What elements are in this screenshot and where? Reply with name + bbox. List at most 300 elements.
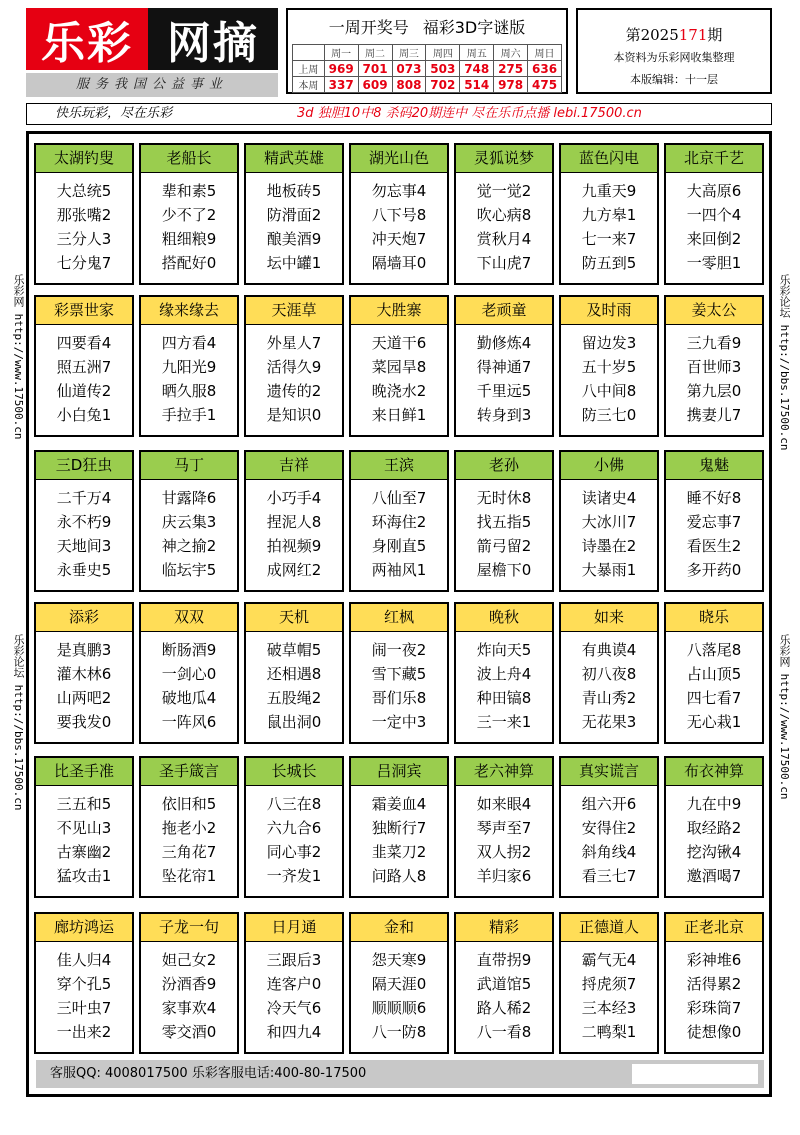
cell-author-title: 蓝色闪电 <box>561 145 657 173</box>
cell-author-title: 正德道人 <box>561 914 657 942</box>
riddle-line: 那张嘴2 <box>56 206 112 224</box>
riddle-line: 霸气无4 <box>581 951 637 969</box>
riddle-line: 转身到3 <box>476 406 532 424</box>
riddle-line: 佳人归4 <box>56 951 112 969</box>
riddle-cell <box>34 602 134 744</box>
cell-riddle-lines <box>666 632 762 734</box>
riddle-line: 有典谟4 <box>581 641 637 659</box>
riddle-line: 来日鲜1 <box>371 406 427 424</box>
cell-author-title: 圣手箴言 <box>141 758 237 786</box>
riddle-line: 彩珠筒7 <box>686 999 742 1017</box>
cell-author-title: 晚秋 <box>456 604 552 632</box>
cell-riddle-lines <box>561 325 657 427</box>
cell-riddle-lines <box>561 942 657 1044</box>
riddle-line: 徒想像0 <box>686 1023 742 1041</box>
riddle-line: 天地间3 <box>56 537 112 555</box>
banner-promo-link[interactable]: 3d 独胆10中8 杀码20期连中 尽在乐币点播 lebi.17500.cn <box>297 106 642 121</box>
riddle-line: 三一来1 <box>476 713 532 731</box>
riddle-line: 小巧手4 <box>266 489 322 507</box>
cell-riddle-lines <box>666 173 762 275</box>
logo-red-part: 乐彩 <box>26 8 148 70</box>
riddle-line: 屋檐下0 <box>476 561 532 579</box>
weekly-draw-subtitle: 福彩3D字谜版 <box>422 17 526 37</box>
riddle-line: 不见山3 <box>56 819 112 837</box>
day-header: 周一 <box>324 45 358 61</box>
day-header: 周二 <box>358 45 392 61</box>
riddle-line: 拖老小2 <box>161 819 217 837</box>
row-label: 上周 <box>293 61 325 77</box>
cell-author-title: 如来 <box>561 604 657 632</box>
riddle-cell <box>244 295 344 437</box>
riddle-line: 斜角线4 <box>581 843 637 861</box>
riddle-cell <box>34 912 134 1054</box>
cell-author-title: 湖光山色 <box>351 145 447 173</box>
riddle-line: 捋虎须7 <box>581 975 637 993</box>
riddle-line: 防五到5 <box>581 254 637 272</box>
riddle-line: 八三在8 <box>266 795 322 813</box>
riddle-line: 一出来2 <box>56 1023 112 1041</box>
riddle-line: 天道干6 <box>371 334 427 352</box>
riddle-line: 五十岁5 <box>581 358 637 376</box>
cell-riddle-lines <box>351 786 447 888</box>
riddle-line: 三跟后3 <box>266 951 322 969</box>
riddle-line: 古寨幽2 <box>56 843 112 861</box>
riddle-line: 第九层0 <box>686 382 742 400</box>
riddle-line: 彩神堆6 <box>686 951 742 969</box>
weekly-draw-table <box>292 44 562 93</box>
day-header: 周六 <box>494 45 528 61</box>
riddle-line: 汾酒香9 <box>161 975 217 993</box>
riddle-line: 吹心病8 <box>476 206 532 224</box>
riddle-line: 断肠酒9 <box>161 641 217 659</box>
draw-number: 514 <box>460 77 494 93</box>
riddle-line: 和四九4 <box>266 1023 322 1041</box>
customer-service-info: 客服QQ: 4008017500 乐彩客服电话:400-80-17500 <box>50 1066 367 1081</box>
riddle-cell <box>559 143 659 285</box>
riddle-cell <box>454 602 554 744</box>
riddle-line: 冷天气6 <box>266 999 322 1017</box>
riddle-line: 拍视频9 <box>266 537 322 555</box>
riddle-line: 九方皋1 <box>581 206 637 224</box>
draw-number: 978 <box>494 77 528 93</box>
issue-prefix: 第2025 <box>625 26 679 44</box>
riddle-line: 两袖风1 <box>371 561 427 579</box>
riddle-line: 依旧和5 <box>161 795 217 813</box>
cell-author-title: 灵狐说梦 <box>456 145 552 173</box>
weekly-draw-panel <box>286 8 568 94</box>
riddle-line: 七一来7 <box>581 230 637 248</box>
cell-riddle-lines <box>456 173 552 275</box>
riddle-cell <box>139 756 239 898</box>
riddle-line: 看医生2 <box>686 537 742 555</box>
cell-riddle-lines <box>36 325 132 427</box>
cell-riddle-lines <box>36 786 132 888</box>
side-link-right-bottom[interactable]: 乐彩网 http://www.17500.cn <box>778 634 791 800</box>
riddle-line: 八一防8 <box>371 1023 427 1041</box>
riddle-line: 遗传的2 <box>266 382 322 400</box>
riddle-line: 炸向天5 <box>476 641 532 659</box>
riddle-line: 邀酒喝7 <box>686 867 742 885</box>
banner-slogan: 快乐玩彩，尽在乐彩 <box>55 106 173 121</box>
draw-number: 748 <box>460 61 494 77</box>
riddle-line: 安得住2 <box>581 819 637 837</box>
cell-riddle-lines <box>351 325 447 427</box>
riddle-cell <box>349 602 449 744</box>
site-logo <box>26 8 278 70</box>
cell-riddle-lines <box>36 173 132 275</box>
day-header: 周四 <box>426 45 460 61</box>
draw-number: 702 <box>426 77 460 93</box>
riddle-line: 组六开6 <box>581 795 637 813</box>
riddle-line: 庆云集3 <box>161 513 217 531</box>
riddle-cell <box>664 295 764 437</box>
cell-riddle-lines <box>141 786 237 888</box>
cell-author-title: 日月通 <box>246 914 342 942</box>
riddle-cell <box>139 295 239 437</box>
riddle-line: 哥们乐8 <box>371 689 427 707</box>
riddle-line: 顺顺顺6 <box>371 999 427 1017</box>
cell-riddle-lines <box>561 786 657 888</box>
riddle-line: 武道馆5 <box>476 975 532 993</box>
cell-riddle-lines <box>36 632 132 734</box>
riddle-cell <box>559 602 659 744</box>
cell-author-title: 老孙 <box>456 452 552 480</box>
issue-note: 本资料为乐彩网收集整理 <box>613 51 735 64</box>
riddle-cell <box>559 450 659 592</box>
riddle-line: 二鸭梨1 <box>581 1023 637 1041</box>
riddle-line: 一定中3 <box>371 713 427 731</box>
riddle-line: 猛攻击1 <box>56 867 112 885</box>
cell-riddle-lines <box>561 480 657 582</box>
riddle-line: 防滑面2 <box>266 206 322 224</box>
cell-riddle-lines <box>456 480 552 582</box>
riddle-line: 三角花7 <box>161 843 217 861</box>
cell-author-title: 老六神算 <box>456 758 552 786</box>
cell-author-title: 添彩 <box>36 604 132 632</box>
riddle-line: 活得久9 <box>266 358 322 376</box>
riddle-line: 雪下藏5 <box>371 665 427 683</box>
riddle-line: 勤修炼4 <box>476 334 532 352</box>
riddle-line: 活得累2 <box>686 975 742 993</box>
cell-author-title: 彩票世家 <box>36 297 132 325</box>
riddle-line: 诗墨在2 <box>581 537 637 555</box>
riddle-line: 三叶虫7 <box>56 999 112 1017</box>
riddle-line: 八落尾8 <box>686 641 742 659</box>
riddle-line: 连客户0 <box>266 975 322 993</box>
riddle-line: 八仙至7 <box>371 489 427 507</box>
riddle-line: 粗细粮9 <box>161 230 217 248</box>
draw-number: 275 <box>494 61 528 77</box>
cell-author-title: 马丁 <box>141 452 237 480</box>
cell-author-title: 红枫 <box>351 604 447 632</box>
riddle-line: 环海住2 <box>371 513 427 531</box>
weekly-draw-title: 一周开奖号 <box>328 17 409 37</box>
riddle-line: 还相遇8 <box>266 665 322 683</box>
riddle-line: 辈和素5 <box>161 182 217 200</box>
riddle-line: 青山秀2 <box>581 689 637 707</box>
riddle-line: 琴声至7 <box>476 819 532 837</box>
riddle-line: 五股绳2 <box>266 689 322 707</box>
draw-number: 636 <box>528 61 562 77</box>
cell-author-title: 长城长 <box>246 758 342 786</box>
riddle-line: 无花果3 <box>581 713 637 731</box>
riddle-line: 如来眼4 <box>476 795 532 813</box>
cell-author-title: 大胜寨 <box>351 297 447 325</box>
riddle-line: 种田镐8 <box>476 689 532 707</box>
cell-riddle-lines <box>666 786 762 888</box>
day-header: 周日 <box>528 45 562 61</box>
riddle-line: 零交酒0 <box>161 1023 217 1041</box>
cell-riddle-lines <box>456 632 552 734</box>
riddle-line: 大总统5 <box>56 182 112 200</box>
riddle-line: 取经路2 <box>686 819 742 837</box>
riddle-line: 携妻儿7 <box>686 406 742 424</box>
riddle-cell <box>349 143 449 285</box>
riddle-line: 三分人3 <box>56 230 112 248</box>
riddle-line: 四七看7 <box>686 689 742 707</box>
cell-riddle-lines <box>351 480 447 582</box>
cell-author-title: 姜太公 <box>666 297 762 325</box>
draw-number: 969 <box>324 61 358 77</box>
riddle-line: 是知识0 <box>266 406 322 424</box>
cell-author-title: 双双 <box>141 604 237 632</box>
riddle-line: 神之揄2 <box>161 537 217 555</box>
riddle-cell <box>139 143 239 285</box>
riddle-line: 要我发0 <box>56 713 112 731</box>
riddle-line: 外星人7 <box>266 334 322 352</box>
riddle-line: 捏泥人8 <box>266 513 322 531</box>
riddle-cell <box>664 602 764 744</box>
riddle-line: 身刚直5 <box>371 537 427 555</box>
riddle-line: 小白兔1 <box>56 406 112 424</box>
riddle-line: 地板砖5 <box>266 182 322 200</box>
riddle-line: 九在中9 <box>686 795 742 813</box>
riddle-line: 一剑心0 <box>161 665 217 683</box>
riddle-line: 无心栽1 <box>686 713 742 731</box>
riddle-line: 少不了2 <box>161 206 217 224</box>
riddle-line: 得神通7 <box>476 358 532 376</box>
cell-author-title: 太湖钓叟 <box>36 145 132 173</box>
riddle-line: 破地瓜4 <box>161 689 217 707</box>
cell-author-title: 小佛 <box>561 452 657 480</box>
riddle-line: 直带拐9 <box>476 951 532 969</box>
riddle-cell <box>349 912 449 1054</box>
riddle-cell <box>139 912 239 1054</box>
riddle-cell <box>34 450 134 592</box>
riddle-line: 鼠出洞0 <box>266 713 322 731</box>
riddle-line: 双人拐2 <box>476 843 532 861</box>
riddle-cell <box>559 295 659 437</box>
cell-riddle-lines <box>561 632 657 734</box>
riddle-line: 勿忘事4 <box>371 182 427 200</box>
cell-author-title: 子龙一句 <box>141 914 237 942</box>
riddle-line: 山两吧2 <box>56 689 112 707</box>
draw-number: 609 <box>358 77 392 93</box>
issue-number: 171 <box>678 26 708 44</box>
riddle-line: 挖沟锹4 <box>686 843 742 861</box>
riddle-cell <box>244 143 344 285</box>
riddle-line: 六九合6 <box>266 819 322 837</box>
riddle-cell <box>454 450 554 592</box>
riddle-line: 八下号8 <box>371 206 427 224</box>
riddle-line: 是真鹏3 <box>56 641 112 659</box>
riddle-line: 冲天炮7 <box>371 230 427 248</box>
side-link-right-top[interactable]: 乐彩论坛 http://bbs.17500.cn <box>778 274 791 451</box>
draw-number: 701 <box>358 61 392 77</box>
cell-author-title: 真实谎言 <box>561 758 657 786</box>
cell-author-title: 王滨 <box>351 452 447 480</box>
riddle-line: 同心事2 <box>266 843 322 861</box>
riddle-line: 赏秋月4 <box>476 230 532 248</box>
riddle-line: 仙道传2 <box>56 382 112 400</box>
cell-author-title: 廊坊鸿运 <box>36 914 132 942</box>
cell-riddle-lines <box>141 325 237 427</box>
day-header: 周三 <box>392 45 426 61</box>
riddle-line: 八中间8 <box>581 382 637 400</box>
riddle-line: 觉一觉2 <box>476 182 532 200</box>
riddle-line: 三本经3 <box>581 999 637 1017</box>
riddle-line: 坠花帘1 <box>161 867 217 885</box>
riddle-line: 破草帽5 <box>266 641 322 659</box>
promo-banner <box>26 103 772 125</box>
riddle-line: 大冰川7 <box>581 513 637 531</box>
cell-author-title: 缘来缘去 <box>141 297 237 325</box>
riddle-line: 霜姜血4 <box>371 795 427 813</box>
cell-author-title: 金和 <box>351 914 447 942</box>
riddle-line: 晚浇水2 <box>371 382 427 400</box>
riddle-cell <box>454 756 554 898</box>
cell-riddle-lines <box>351 173 447 275</box>
cell-riddle-lines <box>666 942 762 1044</box>
cell-author-title: 比圣手准 <box>36 758 132 786</box>
cell-riddle-lines <box>141 942 237 1044</box>
cell-author-title: 吕洞宾 <box>351 758 447 786</box>
riddle-line: 下山虎7 <box>476 254 532 272</box>
cell-riddle-lines <box>666 480 762 582</box>
draw-number: 475 <box>528 77 562 93</box>
riddle-line: 晒久服8 <box>161 382 217 400</box>
riddle-line: 留边发3 <box>581 334 637 352</box>
riddle-line: 占山顶5 <box>686 665 742 683</box>
cell-author-title: 吉祥 <box>246 452 342 480</box>
riddle-line: 永垂史5 <box>56 561 112 579</box>
riddle-line: 家事欢4 <box>161 999 217 1017</box>
cell-riddle-lines <box>246 786 342 888</box>
riddle-line: 韭菜刀2 <box>371 843 427 861</box>
cell-riddle-lines <box>456 786 552 888</box>
side-link-left-top[interactable]: 乐彩网 http://www.17500.cn <box>12 274 25 440</box>
riddle-line: 隔墙耳0 <box>371 254 427 272</box>
cell-author-title: 老船长 <box>141 145 237 173</box>
riddle-line: 隔天涯0 <box>371 975 427 993</box>
cell-author-title: 天机 <box>246 604 342 632</box>
riddle-line: 二千万4 <box>56 489 112 507</box>
draw-number: 337 <box>324 77 358 93</box>
riddle-line: 独断行7 <box>371 819 427 837</box>
riddle-line: 搭配好0 <box>161 254 217 272</box>
riddle-line: 妲己女2 <box>161 951 217 969</box>
riddle-cell <box>559 912 659 1054</box>
riddle-line: 临坛宇5 <box>161 561 217 579</box>
cell-author-title: 正老北京 <box>666 914 762 942</box>
riddle-line: 一四个4 <box>686 206 742 224</box>
cell-riddle-lines <box>351 942 447 1044</box>
riddle-line: 穿个孔5 <box>56 975 112 993</box>
riddle-line: 来回倒2 <box>686 230 742 248</box>
cell-riddle-lines <box>141 632 237 734</box>
slogan: 服务我国公益事业 <box>26 73 278 97</box>
riddle-cell <box>454 912 554 1054</box>
riddle-line: 永不朽9 <box>56 513 112 531</box>
riddle-line: 四方看4 <box>161 334 217 352</box>
riddle-line: 初八夜8 <box>581 665 637 683</box>
riddle-cell <box>139 450 239 592</box>
riddle-line: 一阵风6 <box>161 713 217 731</box>
cell-author-title: 北京千艺 <box>666 145 762 173</box>
riddle-line: 看三七7 <box>581 867 637 885</box>
draw-number: 503 <box>426 61 460 77</box>
riddle-cell <box>664 143 764 285</box>
cell-author-title: 及时雨 <box>561 297 657 325</box>
riddle-line: 大高原6 <box>686 182 742 200</box>
riddle-cell <box>34 756 134 898</box>
cell-riddle-lines <box>456 325 552 427</box>
riddle-line: 波上舟4 <box>476 665 532 683</box>
riddle-cell <box>454 295 554 437</box>
riddle-line: 坛中罐1 <box>266 254 322 272</box>
riddle-line: 三九看9 <box>686 334 742 352</box>
cell-riddle-lines <box>246 325 342 427</box>
riddle-line: 防三七0 <box>581 406 637 424</box>
draw-number: 073 <box>392 61 426 77</box>
riddle-line: 八一看8 <box>476 1023 532 1041</box>
riddle-line: 无时休8 <box>476 489 532 507</box>
riddle-line: 怨天寒9 <box>371 951 427 969</box>
riddle-cell <box>244 912 344 1054</box>
riddle-line: 箭弓留2 <box>476 537 532 555</box>
riddle-cell <box>34 295 134 437</box>
riddle-line: 七分鬼7 <box>56 254 112 272</box>
cell-riddle-lines <box>246 632 342 734</box>
riddle-line: 问路人8 <box>371 867 427 885</box>
side-link-left-bottom[interactable]: 乐彩论坛 http://bbs.17500.cn <box>12 634 25 811</box>
riddle-line: 大暴雨1 <box>581 561 637 579</box>
riddle-line: 羊归家6 <box>476 867 532 885</box>
cell-riddle-lines <box>246 173 342 275</box>
footer-blank-box <box>632 1064 758 1084</box>
riddle-cell <box>244 756 344 898</box>
cell-riddle-lines <box>36 480 132 582</box>
cell-author-title: 天涯草 <box>246 297 342 325</box>
riddle-cell <box>454 143 554 285</box>
riddle-cell <box>244 450 344 592</box>
corner-cell <box>293 45 325 61</box>
cell-author-title: 精彩 <box>456 914 552 942</box>
riddle-cell <box>349 295 449 437</box>
riddle-line: 一零胆1 <box>686 254 742 272</box>
riddle-line: 睡不好8 <box>686 489 742 507</box>
riddle-line: 三五和5 <box>56 795 112 813</box>
cell-riddle-lines <box>246 480 342 582</box>
riddle-line: 菜园旱8 <box>371 358 427 376</box>
riddle-cell <box>349 450 449 592</box>
riddle-line: 读诸史4 <box>581 489 637 507</box>
cell-author-title: 布衣神算 <box>666 758 762 786</box>
riddle-line: 灌木林6 <box>56 665 112 683</box>
cell-author-title: 三D狂虫 <box>36 452 132 480</box>
issue-panel <box>576 8 772 94</box>
cell-author-title: 晓乐 <box>666 604 762 632</box>
